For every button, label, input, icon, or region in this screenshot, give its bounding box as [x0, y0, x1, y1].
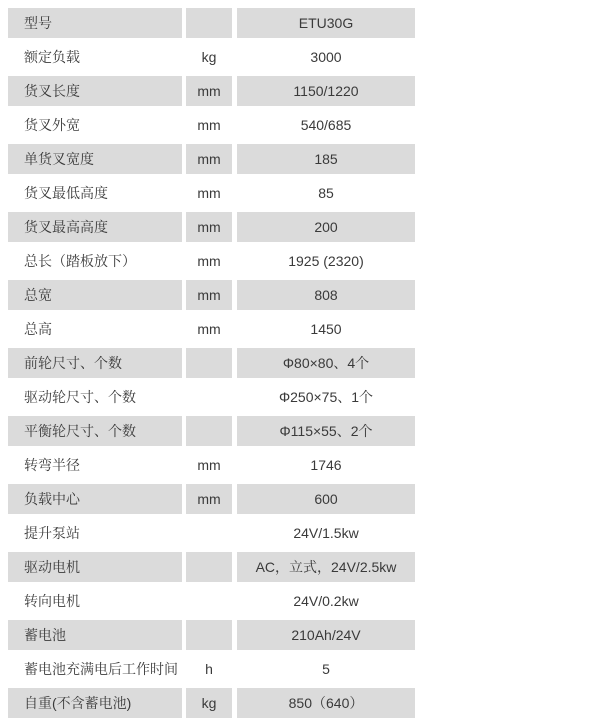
spec-value: AC，立式，24V/2.5kw [237, 552, 415, 582]
spec-row [8, 620, 415, 650]
spec-unit [186, 416, 232, 446]
spec-unit: mm [186, 144, 232, 174]
spec-row [8, 280, 415, 310]
spec-unit: mm [197, 117, 221, 133]
spec-value: 850（640） [237, 688, 415, 718]
spec-parameter-label: 转弯半径 [24, 457, 80, 473]
spec-parameter-label: 负载中心 [8, 484, 182, 514]
spec-unit: mm [197, 321, 221, 337]
spec-value: Φ115×55、2个 [237, 416, 415, 446]
spec-parameter-label: 货叉长度 [8, 76, 182, 106]
spec-value: 1925 (2320) [288, 253, 364, 269]
spec-row [8, 348, 415, 378]
spec-unit: mm [186, 280, 232, 310]
spec-parameter-label: 自重(不含蓄电池) [8, 688, 182, 718]
spec-value: 24V/1.5kw [293, 525, 359, 541]
spec-parameter-label: 驱动轮尺寸、个数 [24, 389, 136, 405]
spec-row [8, 518, 415, 548]
spec-row [8, 178, 415, 208]
spec-row [8, 654, 415, 684]
spec-value: 5 [322, 661, 330, 677]
spec-table [8, 8, 415, 722]
spec-parameter-label: 型号 [8, 8, 182, 38]
spec-value: 3000 [310, 49, 342, 65]
spec-row [8, 110, 415, 140]
spec-value: 1450 [310, 321, 342, 337]
spec-parameter-label: 转向电机 [24, 593, 80, 609]
spec-value: 1746 [310, 457, 342, 473]
spec-row [8, 416, 415, 446]
spec-row [8, 484, 415, 514]
spec-row [8, 586, 415, 616]
spec-unit: mm [197, 185, 221, 201]
spec-unit: mm [197, 253, 221, 269]
spec-parameter-label: 单货叉宽度 [8, 144, 182, 174]
spec-parameter-label: 额定负载 [24, 49, 80, 65]
spec-row [8, 552, 415, 582]
spec-value: 85 [318, 185, 334, 201]
spec-row [8, 212, 415, 242]
spec-parameter-label: 货叉外宽 [24, 117, 80, 133]
spec-row [8, 76, 415, 106]
spec-parameter-label: 蓄电池 [8, 620, 182, 650]
spec-value: Φ80×80、4个 [237, 348, 415, 378]
spec-row [8, 144, 415, 174]
spec-value: 1150/1220 [237, 76, 415, 106]
spec-value: 210Ah/24V [237, 620, 415, 650]
spec-row [8, 314, 415, 344]
spec-unit [186, 552, 232, 582]
spec-parameter-label: 货叉最低高度 [24, 185, 108, 201]
spec-parameter-label: 提升泵站 [24, 525, 80, 541]
spec-unit [186, 8, 232, 38]
spec-row [8, 382, 415, 412]
spec-value: ETU30G [237, 8, 415, 38]
spec-row [8, 8, 415, 38]
spec-unit [186, 620, 232, 650]
spec-parameter-label: 驱动电机 [8, 552, 182, 582]
spec-unit: mm [186, 76, 232, 106]
spec-unit [186, 586, 232, 616]
spec-row [8, 688, 415, 718]
spec-value: 185 [237, 144, 415, 174]
spec-parameter-label: 前轮尺寸、个数 [8, 348, 182, 378]
spec-unit [186, 348, 232, 378]
spec-row [8, 450, 415, 480]
spec-parameter-label: 蓄电池充满电后工作时间 [24, 661, 178, 677]
spec-unit: kg [201, 49, 217, 65]
spec-unit: mm [186, 212, 232, 242]
spec-parameter-label: 平衡轮尺寸、个数 [8, 416, 182, 446]
spec-parameter-label: 总长（踏板放下） [24, 253, 136, 269]
spec-unit: kg [186, 688, 232, 718]
spec-row [8, 42, 415, 72]
spec-unit [186, 518, 232, 548]
spec-unit: h [205, 661, 213, 677]
spec-parameter-label: 货叉最高高度 [8, 212, 182, 242]
spec-row [8, 246, 415, 276]
spec-unit [186, 382, 232, 412]
spec-value: 808 [237, 280, 415, 310]
spec-parameter-label: 总宽 [8, 280, 182, 310]
spec-parameter-label: 总高 [24, 321, 52, 337]
spec-value: 540/685 [300, 117, 352, 133]
spec-value: Φ250×75、1个 [278, 389, 374, 405]
spec-unit: mm [197, 457, 221, 473]
spec-value: 24V/0.2kw [293, 593, 359, 609]
spec-value: 200 [237, 212, 415, 242]
spec-unit: mm [186, 484, 232, 514]
spec-value: 600 [237, 484, 415, 514]
